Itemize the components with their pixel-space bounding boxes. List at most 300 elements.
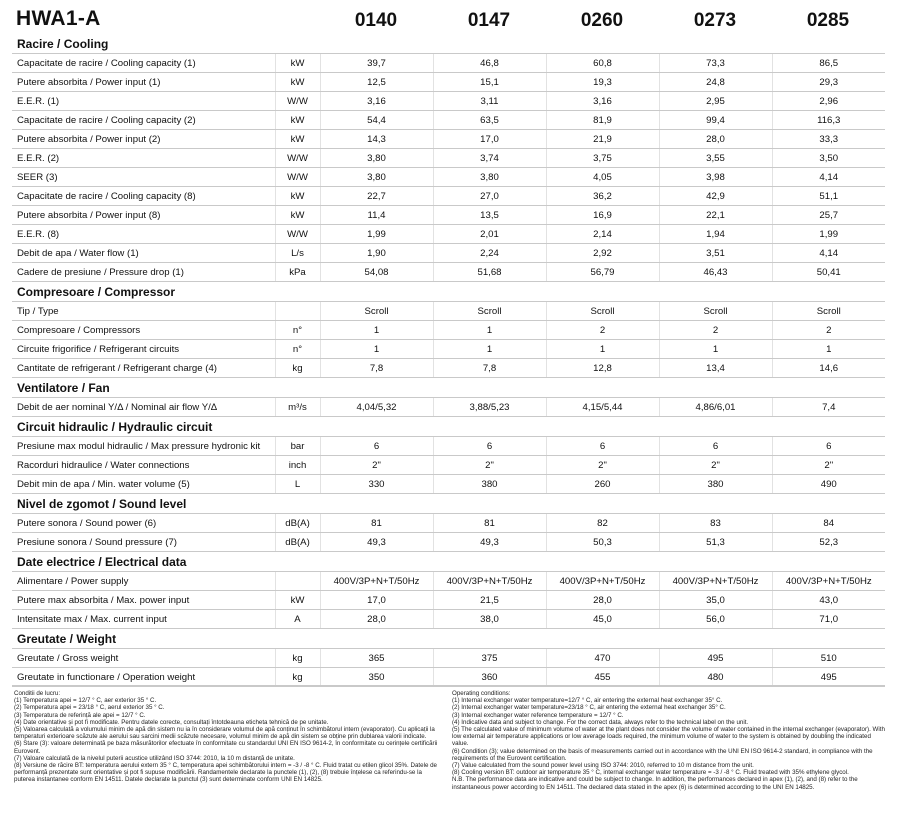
value-cell: 1 — [659, 340, 772, 359]
value-cell: 1 — [546, 340, 659, 359]
label-separator: / — [102, 459, 111, 471]
value-cell: 4,04/5,32 — [320, 398, 433, 417]
unit-cell: kW — [275, 187, 320, 206]
row-label-en: Water connections — [110, 459, 190, 471]
section-title: Greutate / Weight — [17, 631, 117, 646]
value-cell: 84 — [772, 514, 885, 533]
row-label — [12, 475, 275, 494]
section-header — [12, 552, 885, 572]
value-cell: 51,1 — [772, 187, 885, 206]
row-label-ro: Capacitate de racire — [17, 114, 103, 126]
label-separator: / — [87, 133, 96, 145]
row-label-ro: Capacitate de racire — [17, 190, 103, 202]
row-label-ro: E.E.R. (8) — [17, 228, 60, 240]
label-separator: / — [82, 613, 91, 625]
note-line: (5) The calculated value of minimum volume of water at the plant does not consider the volume of water contained in the internal exchanger (evaporator). With low external air temperature applications or low average loads required, the minimum volume of water to the system is obtained by doubling the indicated value. — [452, 726, 885, 748]
label-separator: / — [115, 362, 124, 374]
value-cell: 19,3 — [546, 73, 659, 92]
value-cell: 50,3 — [546, 533, 659, 552]
value-cell: 330 — [320, 475, 433, 494]
unit-cell: dB(A) — [275, 533, 320, 552]
value-cell: 56,79 — [546, 263, 659, 282]
note-line: (6) Stare (3): valoare determinată pe baza măsurătorilor efectuate în conformitate cu standardul UNI EN ISO 9614-2, în conformitate cu cerințele certificării Eurovent. — [14, 740, 438, 755]
value-cell: 39,7 — [320, 54, 433, 73]
row-label-ro: Racorduri hidraulice — [17, 459, 103, 471]
value-cell: 4,05 — [546, 168, 659, 187]
row-label-en: Gross weight — [62, 652, 119, 664]
row-label-en: Power input (1) — [95, 76, 161, 88]
note-line: (1) Internal exchanger water temperature=12/7 ° C, air entering the external heat exchanger 35° C. — [452, 697, 723, 705]
value-cell: 510 — [772, 649, 885, 668]
note-line: (3) Temperatura de referință ale apei = 12/7 ° C. — [14, 711, 146, 719]
row-label-ro: Circuite frigorifice — [17, 343, 92, 355]
row-label-en: Max. current input — [90, 613, 167, 625]
table-row — [12, 668, 885, 687]
unit-cell: L — [275, 475, 320, 494]
value-cell: 1 — [772, 340, 885, 359]
value-cell: 71,0 — [772, 610, 885, 629]
label-separator: / — [102, 114, 111, 126]
row-label-ro: Putere absorbita — [17, 76, 88, 88]
note-line: (1) Temperatura apei = 12/7 ° C, aer exterior 35 ° C. — [14, 697, 157, 705]
value-cell: 3,80 — [433, 168, 546, 187]
value-cell: 1 — [433, 321, 546, 340]
row-label-en: Max. power input — [116, 594, 190, 606]
row-label-en: Refrigerant charge (4) — [123, 362, 217, 374]
table-row — [12, 321, 885, 340]
value-cell: 6 — [772, 437, 885, 456]
unit-cell: n° — [275, 321, 320, 340]
row-label — [12, 244, 275, 263]
row-label-en: Compressors — [83, 324, 141, 336]
value-cell: 13,5 — [433, 206, 546, 225]
label-separator: / — [71, 247, 80, 259]
row-label-en: Max pressure hydronic kit — [150, 440, 261, 452]
label-separator: / — [77, 517, 86, 529]
value-cell: 2,96 — [772, 92, 885, 111]
table-row — [12, 649, 885, 668]
note-line: (7) Value calculated from the sound power level using ISO 3744: 2010, referred to 10 m distance from the unit. — [452, 762, 754, 770]
value-cell: 38,0 — [433, 610, 546, 629]
unit-cell — [275, 572, 320, 591]
row-label-en: Type — [37, 305, 59, 317]
table-row — [12, 92, 885, 111]
row-label — [12, 73, 275, 92]
row-label-ro: Cantitate de refrigerant — [17, 362, 116, 374]
spec-table — [12, 34, 885, 687]
unit-cell: m³/s — [275, 398, 320, 417]
label-separator: / — [29, 305, 38, 317]
value-cell: 4,14 — [772, 244, 885, 263]
value-cell: 3,55 — [659, 149, 772, 168]
row-label — [12, 514, 275, 533]
section-header — [12, 494, 885, 514]
row-label-en: Sound power (6) — [85, 517, 157, 529]
label-separator: / — [91, 343, 100, 355]
table-row — [12, 437, 885, 456]
row-label-ro: Putere absorbita — [17, 209, 88, 221]
row-label-ro: Cadere de presiune — [17, 266, 102, 278]
row-label — [12, 92, 275, 111]
unit-cell: A — [275, 610, 320, 629]
note-line: (3) Internal exchanger water reference temperature = 12/7 ° C. — [452, 711, 624, 719]
row-label — [12, 321, 275, 340]
note-line: (7) Valoare calculată de la nivelul puterii acustice utilizând ISO 3744: 2010, la 10 m distanță de unitate. — [14, 754, 295, 762]
row-label-en: Cooling capacity (8) — [110, 190, 196, 202]
value-cell: 365 — [320, 649, 433, 668]
value-cell: 28,0 — [320, 610, 433, 629]
section-title: Ventilatore / Fan — [17, 380, 110, 395]
row-label — [12, 572, 275, 591]
row-label — [12, 649, 275, 668]
value-cell: 3,16 — [320, 92, 433, 111]
note-line: (4) Date orientative și pot fi modificate. Pentru datele corecte, consultați întotdeauna eticheta tehnică de pe unitate. — [14, 718, 329, 726]
value-cell: 81 — [433, 514, 546, 533]
label-separator: / — [87, 76, 96, 88]
value-cell: 42,9 — [659, 187, 772, 206]
value-cell: 29,3 — [772, 73, 885, 92]
row-label — [12, 263, 275, 282]
unit-cell: kg — [275, 649, 320, 668]
table-row — [12, 130, 885, 149]
value-cell: 63,5 — [433, 111, 546, 130]
value-cell: 36,2 — [546, 187, 659, 206]
value-cell: 14,3 — [320, 130, 433, 149]
value-cell: Scroll — [320, 302, 433, 321]
value-cell: 7,8 — [433, 359, 546, 378]
row-label — [12, 359, 275, 378]
row-label — [12, 149, 275, 168]
note-line: Operating conditions: — [452, 690, 511, 697]
value-cell: 3,16 — [546, 92, 659, 111]
table-row — [12, 206, 885, 225]
row-label — [12, 533, 275, 552]
row-label-ro: Debit de aer nominal Y/Δ — [17, 401, 123, 413]
value-cell: 2,01 — [433, 225, 546, 244]
row-label-en: Min. water volume (5) — [97, 478, 190, 490]
table-row — [12, 244, 885, 263]
row-label-ro: Alimentare — [17, 575, 63, 587]
unit-cell: kPa — [275, 263, 320, 282]
value-cell: 7,4 — [772, 398, 885, 417]
row-label-ro: Greutate in functionare — [17, 671, 115, 683]
section-title: Compresoare / Compressor — [17, 284, 176, 299]
section-header — [12, 629, 885, 649]
note-line: N.B. The performance data are indicative and could be subject to change. In addition, the performances declared in apex (1), (2), and (8) refer to the instantaneous power according to EN 14511. The declared data stated in the apex (6) is determined according to the UNI EN 14825. — [452, 776, 858, 791]
section-header — [12, 378, 885, 398]
unit-cell: bar — [275, 437, 320, 456]
row-label-ro: Debit min de apa — [17, 478, 90, 490]
unit-cell: W/W — [275, 168, 320, 187]
value-cell: 1,99 — [772, 225, 885, 244]
table-row — [12, 263, 885, 282]
row-label-ro: Putere absorbita — [17, 133, 88, 145]
value-cell: 400V/3P+N+T/50Hz — [433, 572, 546, 591]
note-line: Conditii de lucru: — [14, 690, 61, 697]
value-cell: 11,4 — [320, 206, 433, 225]
value-cell: 3,50 — [772, 149, 885, 168]
value-cell: 7,8 — [320, 359, 433, 378]
row-label-ro: Putere sonora — [17, 517, 78, 529]
row-label-ro: Intensitate max — [17, 613, 83, 625]
value-cell: 3,80 — [320, 168, 433, 187]
section-title: Racire / Cooling — [17, 36, 109, 51]
table-row — [12, 456, 885, 475]
row-label — [12, 111, 275, 130]
column-header: 0273 — [693, 10, 737, 31]
value-cell: 1,94 — [659, 225, 772, 244]
unit-cell: kg — [275, 668, 320, 687]
row-label-en: Sound pressure (7) — [94, 536, 177, 548]
value-cell: 2 — [772, 321, 885, 340]
value-cell: 1,99 — [320, 225, 433, 244]
row-label-en: Refrigerant circuits — [99, 343, 180, 355]
note-line: (6) Condition (3); value determined on the basis of measurements carried out in accordance with the UNI EN ISO 9614-2 standard, in compliance with the requirements of the Eurovent certification. — [452, 747, 873, 762]
unit-cell: kg — [275, 359, 320, 378]
table-row — [12, 187, 885, 206]
note-line: (4) Indicative data and subject to change. For the correct data, always refer to the technical label on the unit. — [452, 718, 749, 726]
unit-cell: W/W — [275, 225, 320, 244]
table-row — [12, 340, 885, 359]
notes-ro — [14, 690, 444, 784]
row-label — [12, 187, 275, 206]
value-cell: 1 — [320, 321, 433, 340]
value-cell: 2,24 — [433, 244, 546, 263]
value-cell: 400V/3P+N+T/50Hz — [659, 572, 772, 591]
model-title: HWA1-A — [16, 7, 101, 30]
value-cell: 73,3 — [659, 54, 772, 73]
row-label-en: Power supply — [70, 575, 129, 587]
section-title: Date electrice / Electrical data — [17, 554, 187, 569]
column-header: 0285 — [806, 10, 850, 31]
value-cell: Scroll — [659, 302, 772, 321]
value-cell: 56,0 — [659, 610, 772, 629]
row-label-ro: Presiune sonora — [17, 536, 87, 548]
row-label-en: Cooling capacity (1) — [110, 57, 196, 69]
value-cell: 375 — [433, 649, 546, 668]
note-line: (8) Versiune de răcire BT: temperatura aerului extern 35 ° C, temperatura apei schimbătorului intern = -3 / -8 ° C. Fluid tratat cu etilen glicol 35%. Datele de performanță prezentate sunt orientative și pot fi supuse modificării. Randamentele declarate la punctele (1), (2), (8) trebuie înțelese ca referindu-se la puterea instantanee conform EN 14511. Datele declarate la punctul (3) sunt determinate conform UNI EN 14825. — [14, 762, 437, 784]
unit-cell: kW — [275, 111, 320, 130]
value-cell: 60,8 — [546, 54, 659, 73]
row-label-ro: Compresoare — [17, 324, 76, 336]
label-separator: / — [89, 478, 98, 490]
column-header: 0140 — [354, 10, 398, 31]
unit-cell: n° — [275, 340, 320, 359]
row-label — [12, 225, 275, 244]
value-cell: 495 — [772, 668, 885, 687]
value-cell: 4,15/5,44 — [546, 398, 659, 417]
value-cell: 495 — [659, 649, 772, 668]
label-separator: / — [108, 594, 117, 606]
value-cell: 116,3 — [772, 111, 885, 130]
value-cell: 81,9 — [546, 111, 659, 130]
unit-cell: L/s — [275, 244, 320, 263]
value-cell: 470 — [546, 649, 659, 668]
row-label-en: Power input (8) — [95, 209, 161, 221]
value-cell: 2" — [546, 456, 659, 475]
value-cell: 99,4 — [659, 111, 772, 130]
notes-divider — [12, 685, 885, 686]
value-cell: 25,7 — [772, 206, 885, 225]
value-cell: 2" — [659, 456, 772, 475]
value-cell: 52,3 — [772, 533, 885, 552]
value-cell: 2,95 — [659, 92, 772, 111]
value-cell: 2 — [546, 321, 659, 340]
value-cell: 43,0 — [772, 591, 885, 610]
value-cell: 380 — [433, 475, 546, 494]
label-separator: / — [114, 671, 123, 683]
table-row — [12, 533, 885, 552]
value-cell: 17,0 — [433, 130, 546, 149]
note-line: (5) Valoarea calculată a volumului minim de apă din sistem nu ia în considerare volumul de apă conținut în schimbătorul intern (evaporator). Cu aplicații la temperaturi exterioare scăzute ale aerului sau sarcini medii scăzute necesare, volumul minim de apă din sistem se obține prin dublarea valorii indicate. — [14, 726, 435, 741]
unit-cell: W/W — [275, 92, 320, 111]
value-cell: 46,8 — [433, 54, 546, 73]
row-label-ro: Debit de apa — [17, 247, 72, 259]
value-cell: 3,88/5,23 — [433, 398, 546, 417]
row-label-ro: E.E.R. (1) — [17, 95, 60, 107]
value-cell: 14,6 — [772, 359, 885, 378]
section-header — [12, 282, 885, 302]
value-cell: 2,92 — [546, 244, 659, 263]
row-label — [12, 668, 275, 687]
value-cell: 2 — [659, 321, 772, 340]
row-label — [12, 340, 275, 359]
value-cell: 46,43 — [659, 263, 772, 282]
unit-cell: W/W — [275, 149, 320, 168]
value-cell: 21,5 — [433, 591, 546, 610]
value-cell: 490 — [772, 475, 885, 494]
label-separator: / — [86, 536, 95, 548]
value-cell: 81 — [320, 514, 433, 533]
table-row — [12, 610, 885, 629]
value-cell: 2" — [772, 456, 885, 475]
label-separator: / — [142, 440, 151, 452]
value-cell: 2" — [433, 456, 546, 475]
value-cell: Scroll — [546, 302, 659, 321]
row-label — [12, 437, 275, 456]
value-cell: 4,86/6,01 — [659, 398, 772, 417]
value-cell: 49,3 — [433, 533, 546, 552]
note-line: (2) Internal exchanger water temperature=23/18 ° C, air entering the external heat exchanger 35° C. — [452, 704, 726, 712]
value-cell: 400V/3P+N+T/50Hz — [772, 572, 885, 591]
unit-cell: kW — [275, 591, 320, 610]
value-cell: 400V/3P+N+T/50Hz — [320, 572, 433, 591]
section-title: Nivel de zgomot / Sound level — [17, 496, 187, 511]
table-header — [0, 0, 900, 36]
note-line: (2) Temperatura apei = 23/18 ° C, aerul exterior 35 ° C. — [14, 704, 165, 712]
unit-cell: kW — [275, 73, 320, 92]
value-cell: 4,14 — [772, 168, 885, 187]
value-cell: 12,5 — [320, 73, 433, 92]
unit-cell: kW — [275, 206, 320, 225]
value-cell: 2,14 — [546, 225, 659, 244]
value-cell: 50,41 — [772, 263, 885, 282]
value-cell: 22,7 — [320, 187, 433, 206]
unit-cell: inch — [275, 456, 320, 475]
table-row — [12, 572, 885, 591]
value-cell: 380 — [659, 475, 772, 494]
label-separator: / — [102, 57, 111, 69]
unit-cell — [275, 302, 320, 321]
table-row — [12, 398, 885, 417]
column-header: 0147 — [467, 10, 511, 31]
notes-en — [452, 690, 888, 791]
value-cell: 400V/3P+N+T/50Hz — [546, 572, 659, 591]
row-label-en: Water flow (1) — [79, 247, 139, 259]
table-row — [12, 225, 885, 244]
table-row — [12, 302, 885, 321]
label-separator: / — [62, 575, 71, 587]
value-cell: 22,1 — [659, 206, 772, 225]
label-separator: / — [54, 652, 63, 664]
table-row — [12, 475, 885, 494]
table-row — [12, 111, 885, 130]
table-row — [12, 359, 885, 378]
column-header: 0260 — [580, 10, 624, 31]
row-label-ro: E.E.R. (2) — [17, 152, 60, 164]
value-cell: Scroll — [433, 302, 546, 321]
section-header — [12, 417, 885, 437]
row-label — [12, 130, 275, 149]
value-cell: 54,08 — [320, 263, 433, 282]
table-row — [12, 168, 885, 187]
row-label-en: Cooling capacity (2) — [110, 114, 196, 126]
value-cell: Scroll — [772, 302, 885, 321]
value-cell: 6 — [546, 437, 659, 456]
value-cell: 12,8 — [546, 359, 659, 378]
unit-cell: kW — [275, 130, 320, 149]
value-cell: 3,74 — [433, 149, 546, 168]
value-cell: 3,98 — [659, 168, 772, 187]
label-separator: / — [87, 209, 96, 221]
value-cell: 455 — [546, 668, 659, 687]
value-cell: 21,9 — [546, 130, 659, 149]
row-label — [12, 54, 275, 73]
value-cell: 6 — [659, 437, 772, 456]
value-cell: 3,75 — [546, 149, 659, 168]
row-label — [12, 591, 275, 610]
value-cell: 3,80 — [320, 149, 433, 168]
row-label-en: Pressure drop (1) — [109, 266, 184, 278]
table-row — [12, 514, 885, 533]
row-label-ro: Putere max absorbita — [17, 594, 109, 606]
row-label — [12, 168, 275, 187]
note-line: (8) Cooling version BT: outdoor air temperature 35 ° C, internal exchanger water temperature = -3 / -8 ° C. Fluid treated with 35% ethylene glycol. — [452, 769, 849, 777]
value-cell: 28,0 — [546, 591, 659, 610]
label-separator: / — [101, 266, 110, 278]
value-cell: 16,9 — [546, 206, 659, 225]
value-cell: 13,4 — [659, 359, 772, 378]
value-cell: 45,0 — [546, 610, 659, 629]
value-cell: 51,3 — [659, 533, 772, 552]
table-row — [12, 591, 885, 610]
row-label-en: Operation weight — [122, 671, 196, 683]
row-label — [12, 302, 275, 321]
row-label-ro: Presiune max modul hidraulic — [17, 440, 143, 452]
value-cell: 2" — [320, 456, 433, 475]
table-row — [12, 73, 885, 92]
value-cell: 82 — [546, 514, 659, 533]
value-cell: 360 — [433, 668, 546, 687]
row-label-ro: Tip — [17, 305, 30, 317]
value-cell: 15,1 — [433, 73, 546, 92]
value-cell: 51,68 — [433, 263, 546, 282]
value-cell: 86,5 — [772, 54, 885, 73]
value-cell: 3,51 — [659, 244, 772, 263]
value-cell: 33,3 — [772, 130, 885, 149]
row-label — [12, 456, 275, 475]
unit-cell: dB(A) — [275, 514, 320, 533]
